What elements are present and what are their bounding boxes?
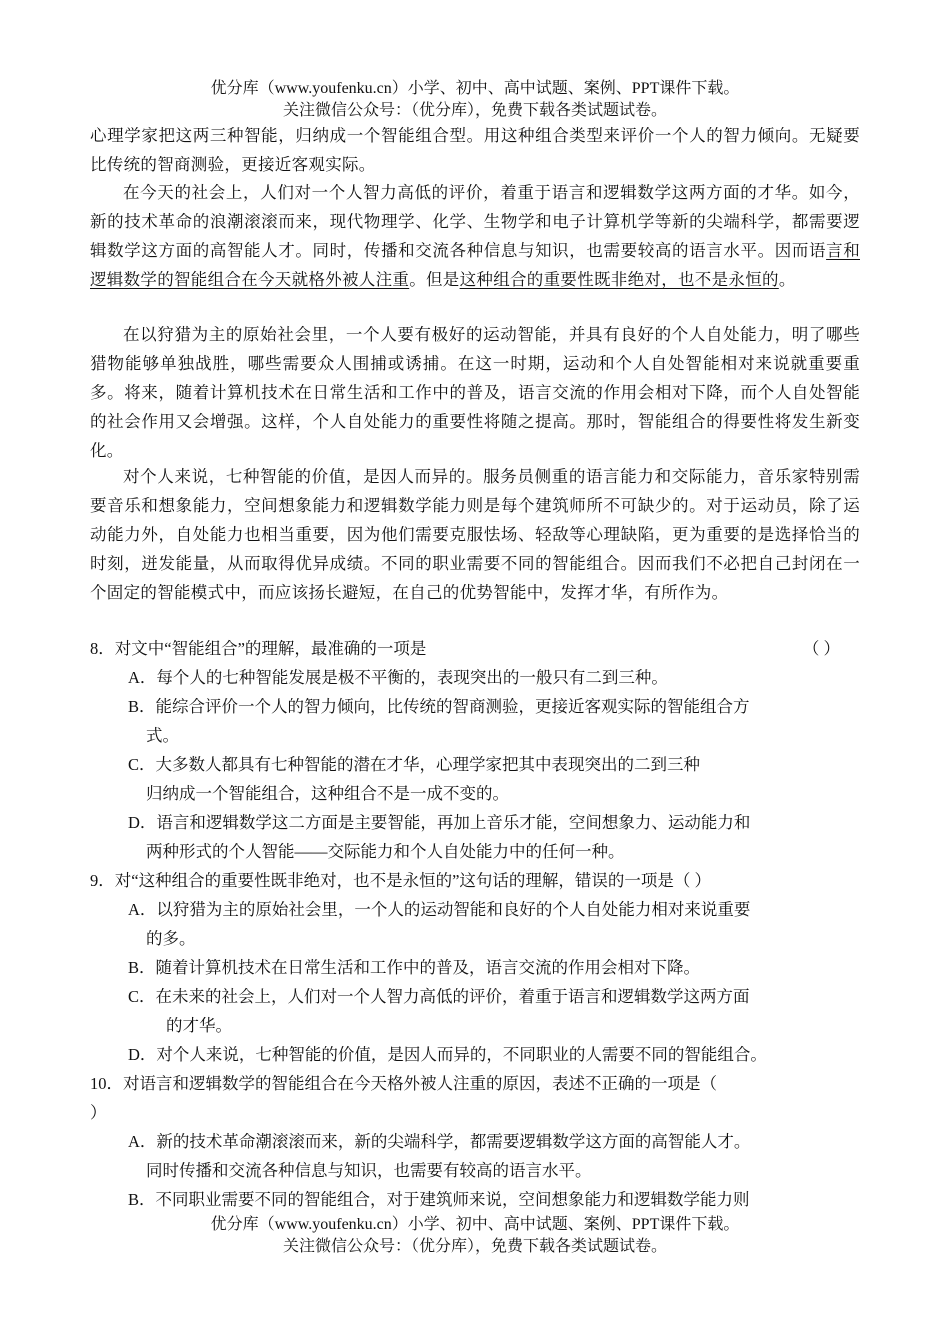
q10-option-a <box>128 1127 873 1185</box>
q10-option-a-line2: 同时传播和交流各种信息与知识，也需要有较高的语言水平。 <box>146 1161 592 1180</box>
header-line-2: 关注微信公众号：（优分库），免费下载各类试题试卷。 <box>282 102 667 119</box>
q9-option-b: B．随着计算机技术在日常生活和工作中的普及，语言交流的作用会相对下降。 <box>128 958 701 977</box>
q8-option-d-line1: D．语言和逻辑数学这二方面是主要智能，再加上音乐才能，空间想象力、运动能力和 <box>128 813 751 832</box>
passage-paragraph-3: 对个人来说，七种智能的价值，是因人而异的。服务员侧重的语言能力和交际能力，音乐家特别需要音乐和想象能力，空间想象能力和逻辑数学能力则是每个建筑师所不可缺少的。对于运动员，除了运动能力外，自处能力也相当重要，因为他们需要克服怯场、轻敌等心理缺陷，更为重要的是选择恰当的时刻，迸发能量，从而取得优异成绩。不同的职业需要不同的智能组合。因而我们不必把自己封闭在一个固定的智能模式中，而应该扬长避短，在自己的优势智能中，发挥才华，有所作为。 <box>90 467 860 602</box>
q8-option-d-line2: 两种形式的个人智能——交际能力和个人自处能力中的任何一种。 <box>146 842 625 861</box>
q8-option-b-line1: B．能综合评价一个人的智力倾向，比传统的智商测验，更接近客观实际的智能组合方 <box>128 697 750 716</box>
p1-underlined-2: 这种组合的重要性既非绝对，也不是永恒的 <box>459 270 779 289</box>
q9-option-a-line1: A．以狩猎为主的原始社会里，一个人的运动智能和良好的个人自处能力相对来说重要 <box>128 900 751 919</box>
footer-line-2: 关注微信公众号：（优分库），免费下载各类试题试卷。 <box>282 1238 667 1255</box>
page-header <box>0 78 950 122</box>
header-line-1: 优分库（www.youfenku.cn）小学、初中、高中试题、案例、PPT课件下载。 <box>210 80 740 97</box>
p1-text-b: 。但是 <box>409 270 460 289</box>
passage-paragraph-0: 心理学家把这两三种智能，归纳成一个智能组合型。用这种组合类型来评价一个人的智力倾向。无疑要比传统的智商测验，更接近客观实际。 <box>90 126 860 174</box>
q8-option-d <box>128 808 873 866</box>
q8-option-c-line1: C．大多数人都具有七种智能的潜在才华，心理学家把其中表现突出的二到三种 <box>128 755 701 774</box>
p1-text-c: 。 <box>778 270 796 289</box>
q9-option-c-line1: C．在未来的社会上，人们对一个人智力高低的评价，着重于语言和逻辑数学这两方面 <box>128 987 750 1006</box>
q8-option-a: A．每个人的七种智能发展是极不平衡的，表现突出的一般只有二到三种。 <box>128 668 668 687</box>
q10-stem-line1: 10．对语言和逻辑数学的智能组合在今天格外被人注重的原因，表述不正确的一项是（ <box>90 1074 717 1093</box>
q10-option-a-line1: A．新的技术革命潮滚滚而来，新的尖端科学，都需要逻辑数学这方面的高智能人才。 <box>128 1132 751 1151</box>
q9-option-a-line2: 的多。 <box>146 929 196 948</box>
q9-option-c <box>128 982 873 1040</box>
q8-answer-paren: （ ） <box>802 639 840 658</box>
q8-option-c-line2: 归纳成一个智能组合，这种组合不是一成不变的。 <box>146 784 509 803</box>
q8-option-b <box>128 692 873 750</box>
question-9-stem: 9．对“这种组合的重要性既非绝对，也不是永恒的”这句话的理解，错误的一项是（ ） <box>90 871 712 890</box>
q8-option-b-line2: 式。 <box>146 726 179 745</box>
passage-paragraph-2: 在以狩猎为主的原始社会里，一个人要有极好的运动智能，并具有良好的个人自处能力，明了哪些猎物能够单独战胜，哪些需要众人围捕或诱捕。在这一时期，运动和个人自处智能相对来说就重要重多。将来，随着计算机技术在日常生活和工作中的普及，语言交流的作用会相对下降，而个人自处智能的社会作用又会增强。这样，个人自处能力的重要性将随之提高。那时，智能组合的得要性将发生新变化。 <box>90 325 860 460</box>
question-8-stem <box>90 634 880 663</box>
footer-line-1: 优分库（www.youfenku.cn）小学、初中、高中试题、案例、PPT课件下载。 <box>210 1216 740 1233</box>
q10-stem-line2: ） <box>90 1103 107 1122</box>
q10-option-b: B．不同职业需要不同的智能组合，对于建筑师来说，空间想象能力和逻辑数学能力则 <box>128 1190 750 1209</box>
passage-paragraph-1 <box>90 178 860 294</box>
p1-underlined-1: 言和逻辑数学的智能组合在今天就格外被人注重 <box>90 241 860 289</box>
q8-option-c <box>128 750 873 808</box>
question-10-stem <box>90 1069 880 1127</box>
q9-option-a <box>128 895 873 953</box>
q9-option-d: D．对个人来说，七种智能的价值，是因人而异的，不同职业的人需要不同的智能组合。 <box>128 1045 767 1064</box>
p1-text-a: 在今天的社会上，人们对一个人智力高低的评价，着重于语言和逻辑数学这两方面的才华。如今，新的技术革命的浪潮滚滚而来，现代物理学、化学、生物学和电子计算机学等新的尖端科学，都需要逻辑数学这方面的高智能人才。同时，传播和交流各种信息与知识，也需要较高的语言水平。因而语 <box>90 183 860 260</box>
page-footer <box>0 1214 950 1258</box>
q8-stem-text: 8．对文中“智能组合”的理解，最准确的一项是 <box>90 639 427 658</box>
q9-option-c-line2: 的才华。 <box>166 1016 232 1035</box>
